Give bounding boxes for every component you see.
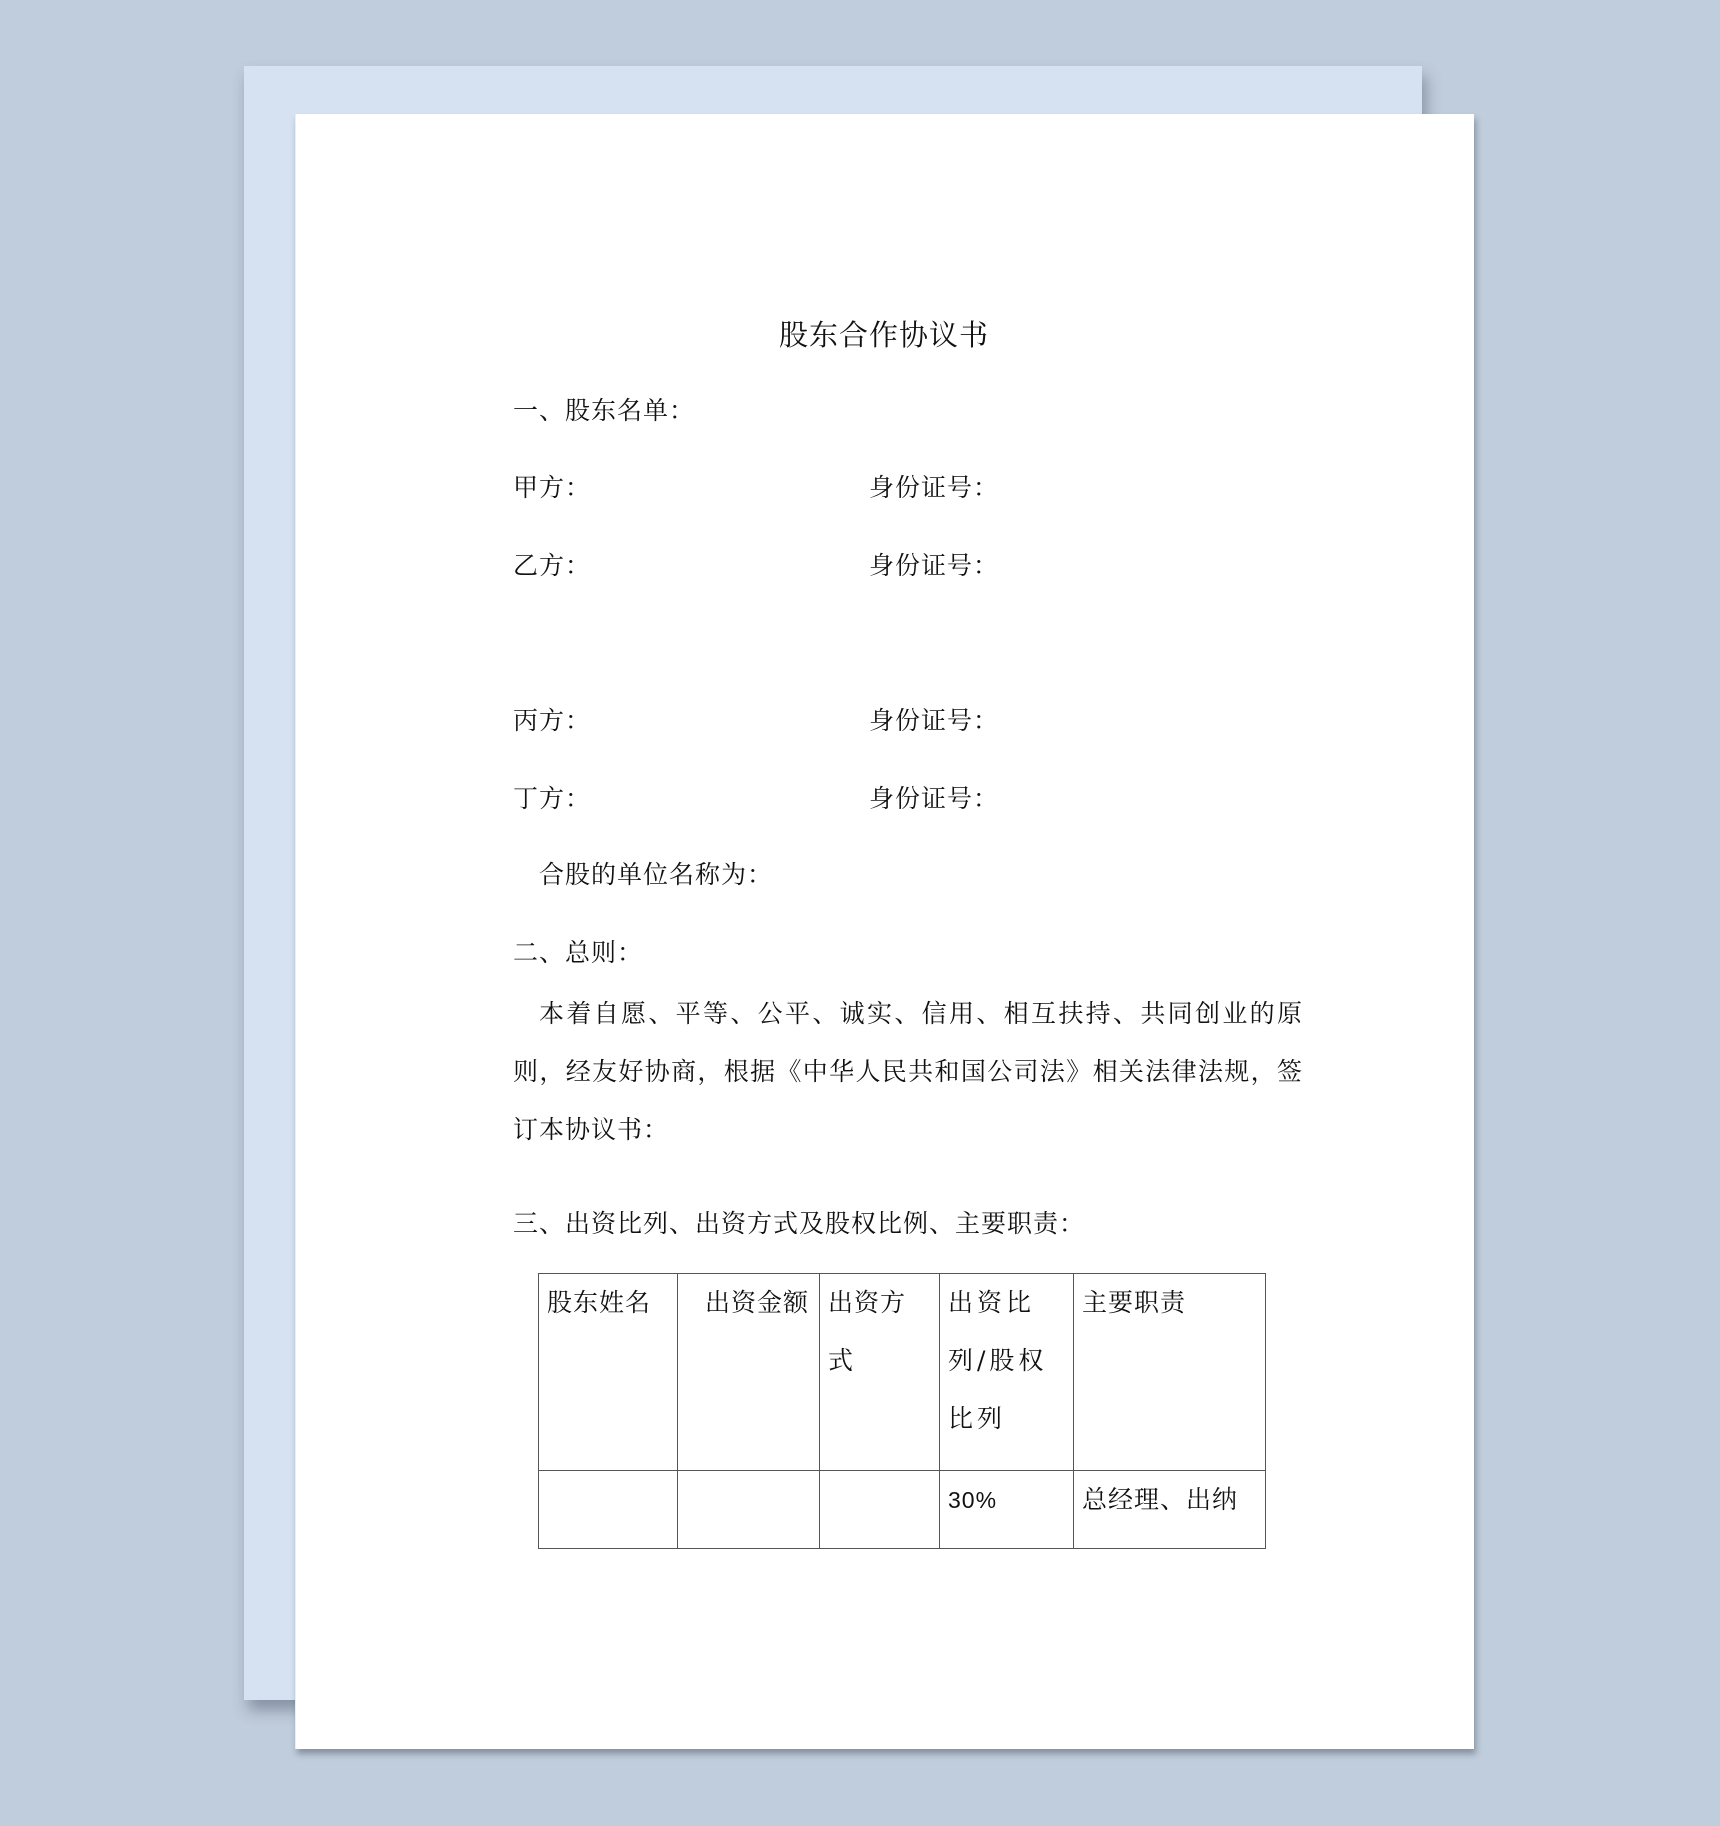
party-c-label: 丙方： — [513, 706, 592, 735]
table-header-row — [539, 1274, 1266, 1471]
header-equity-ratio: 出资比列/股权比列 — [940, 1274, 1074, 1471]
section-2-heading: 二、总则： — [513, 938, 644, 967]
cell-equity-ratio: 30% — [940, 1471, 1074, 1549]
party-d-label: 丁方： — [513, 784, 592, 813]
party-a-id-label: 身份证号： — [869, 473, 1000, 502]
cell-investment-amount — [678, 1471, 820, 1549]
party-c-id-label: 身份证号： — [869, 706, 1000, 735]
party-b-label: 乙方： — [513, 551, 592, 580]
document-page — [295, 114, 1474, 1749]
shareholder-table — [538, 1273, 1266, 1549]
unit-name-label: 合股的单位名称为： — [539, 860, 774, 889]
header-investment-method: 出资方式 — [820, 1274, 940, 1471]
cell-investment-method — [820, 1471, 940, 1549]
section-2-body: 本着自愿、平等、公平、诚实、信用、相互扶持、共同创业的原则，经友好协商，根据《中华人民共和国公司法》相关法律法规，签订本协议书： — [513, 999, 1303, 1144]
cell-shareholder-name — [539, 1471, 678, 1549]
cell-main-duties: 总经理、出纳 — [1074, 1471, 1266, 1549]
header-shareholder-name: 股东姓名 — [539, 1274, 678, 1471]
section-1-heading: 一、股东名单： — [513, 396, 696, 425]
party-b-id-label: 身份证号： — [869, 551, 1000, 580]
header-investment-amount: 出资金额 — [678, 1274, 820, 1471]
table-row — [539, 1471, 1266, 1549]
section-3-heading: 三、出资比列、出资方式及股权比例、主要职责： — [513, 1209, 1086, 1238]
party-a-label: 甲方： — [513, 473, 592, 502]
party-d-id-label: 身份证号： — [869, 784, 1000, 813]
document-title: 股东合作协议书 — [778, 318, 989, 352]
header-main-duties: 主要职责 — [1074, 1274, 1266, 1471]
